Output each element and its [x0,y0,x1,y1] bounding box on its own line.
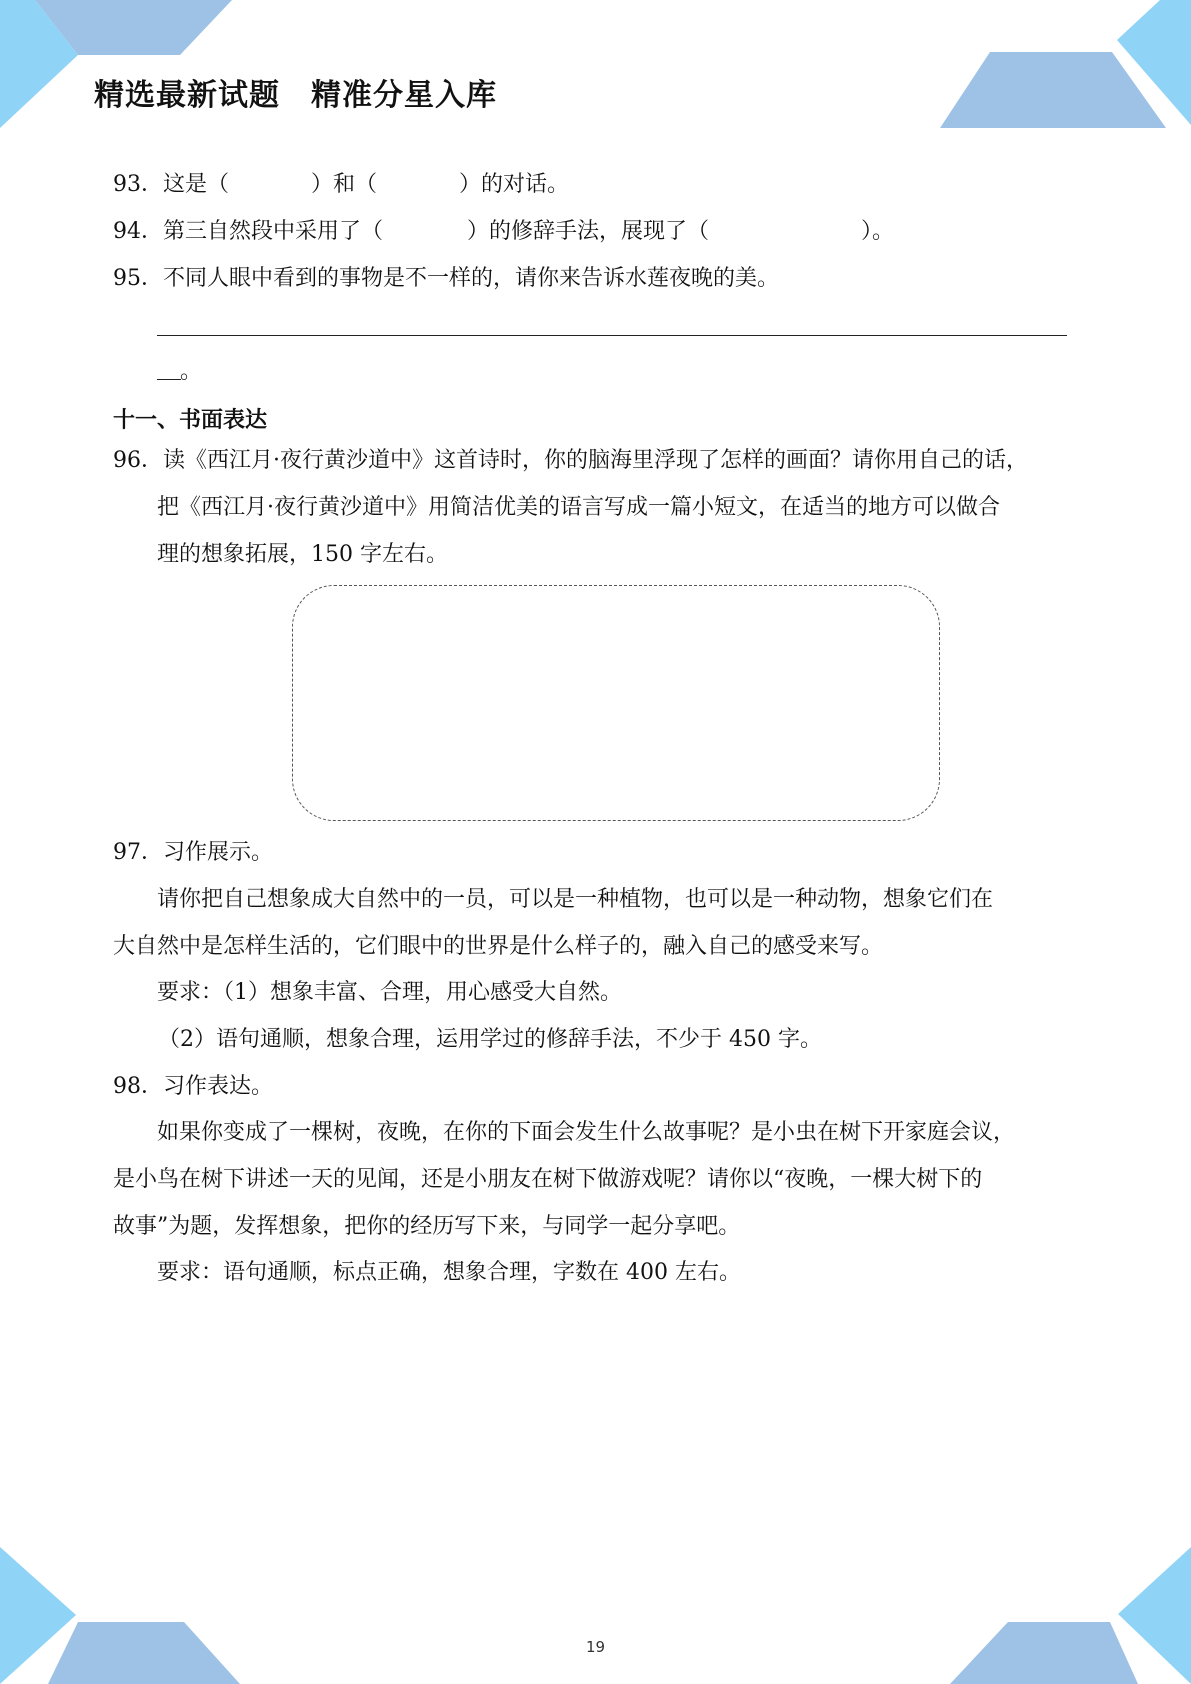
question-text: ）和（ [311,172,378,197]
question-text: 把《西江月·夜行黄沙道中》用简洁优美的语言写成一篇小短文，在适当的地方可以做合 [157,495,1000,520]
question-number: 96． [113,448,163,473]
question-text: ）的对话。 [459,172,570,197]
prompt-paragraph: 故事”为题，发挥想象，把你的经历写下来，与同学一起分享吧。 [113,1214,741,1239]
end-mark: 。 [180,359,203,384]
writing-box[interactable] [292,585,940,821]
question-98 [113,1076,273,1098]
requirement-text: 要求：（1）想象丰富、合理，用心感受大自然。 [157,980,622,1005]
requirement-text: （2）语句通顺，想象合理，运用学过的修辞手法，不少于 450 字。 [158,1027,822,1052]
question-text: ）的修辞手法，展现了（ [467,219,710,244]
corner-shape-top-right-b [940,52,1166,128]
question-94 [113,221,894,243]
question-text: 不同人眼中看到的事物是不一样的，请你来告诉水莲夜晚的美。 [163,266,780,291]
question-title: 习作表达。 [163,1074,274,1099]
prompt-paragraph: 请你把自己想象成大自然中的一员，可以是一种植物，也可以是一种动物，想象它们在 [157,887,994,912]
prompt-paragraph: 是小鸟在树下讲述一天的见闻，还是小朋友在树下做游戏呢？请你以“夜晚，一棵大树下的 [113,1167,983,1192]
header-title: 精选最新试题 精准分星入库 [94,78,497,113]
question-title: 习作展示。 [163,840,274,865]
question-number: 97． [113,840,163,865]
corner-shape-bottom-right-a [1118,1547,1191,1684]
section-title: 十一、书面表达 [113,408,268,433]
prompt-paragraph: 大自然中是怎样生活的，它们眼中的世界是什么样子的，融入自己的感受来写。 [113,934,884,959]
prompt-paragraph: 如果你变成了一棵树，夜晚，在你的下面会发生什么故事呢？是小虫在树下开家庭会议， [157,1120,1016,1145]
answer-line-end[interactable] [157,379,181,380]
question-text: 这是（ [163,172,230,197]
question-text: ）。 [861,219,895,244]
question-93 [113,174,569,196]
page-number: 19 [585,1638,606,1656]
requirement-text: 要求：语句通顺，标点正确，想象合理，字数在 400 左右。 [157,1260,741,1285]
question-number: 94． [113,219,163,244]
question-text: 理的想象拓展，150 字左右。 [157,542,448,567]
question-text: 读《西江月·夜行黄沙道中》这首诗时，你的脑海里浮现了怎样的画面？请你用自己的话， [163,448,1028,473]
answer-line[interactable] [157,335,1067,336]
question-95 [113,268,779,290]
question-96 [113,450,1028,472]
question-number: 95． [113,266,163,291]
question-number: 93． [113,172,163,197]
question-text: 第三自然段中采用了（ [163,219,384,244]
question-number: 98． [113,1074,163,1099]
question-97 [113,842,273,864]
